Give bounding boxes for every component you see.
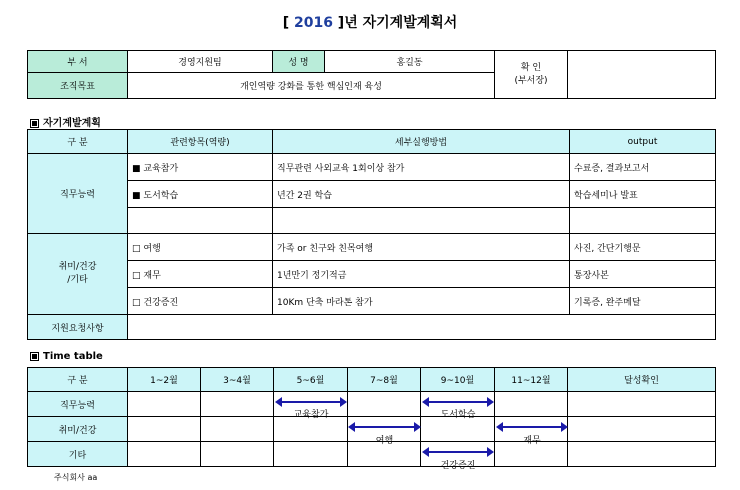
month-3-4: 3~4월 (201, 368, 274, 392)
plan-method-travel: 가족 or 친구와 친목여행 (273, 234, 570, 261)
plan-item-cell (128, 261, 273, 288)
month-7-8: 7~8월 (348, 368, 421, 392)
plan-table (27, 129, 716, 340)
plan-item-finance: 재무 (143, 270, 161, 281)
month-5-6: 5~6월 (274, 368, 348, 392)
checkbox-unchecked[interactable]: □ (132, 297, 141, 308)
request-label: 지원요청사항 (28, 315, 128, 340)
plan-method-empty (273, 208, 570, 234)
timetable-row-job: 직무능력 (28, 392, 128, 417)
name-value: 홍길동 (325, 51, 495, 73)
plan-method-edu: 직무관련 사외교육 1회이상 참가 (273, 154, 570, 181)
dept-label: 부 서 (28, 51, 128, 73)
month-11-12: 11~12월 (495, 368, 568, 392)
plan-header-item: 관련항목(역량) (128, 130, 273, 154)
dept-value: 경영지원팀 (128, 51, 273, 73)
name-label: 성 명 (273, 51, 325, 73)
plan-output-book: 학습세미나 발표 (570, 181, 716, 208)
title-close: ] (332, 15, 345, 31)
plan-output-finance: 통장사본 (570, 261, 716, 288)
timetable-label-health: 건강증진 (440, 461, 476, 471)
timetable-label-finance: 재무 (523, 436, 541, 446)
group-job-skill: 직무능력 (28, 154, 128, 234)
footer-company: 주식회사 aa (54, 473, 98, 482)
arrow-travel (348, 422, 421, 432)
plan-item-cell (128, 288, 273, 315)
plan-output-travel: 사진, 간단기행문 (570, 234, 716, 261)
plan-item-health: 건강증진 (143, 297, 179, 308)
plan-header-category: 구 분 (28, 130, 128, 154)
plan-method-book: 년간 2권 학습 (273, 181, 570, 208)
arrow-book (422, 397, 494, 407)
section-bullet-icon (30, 352, 39, 361)
plan-section-title (30, 114, 101, 129)
confirm-sign-area (568, 51, 716, 99)
timetable-row-etc: 기타 (28, 442, 128, 467)
goal-label: 조직목표 (28, 73, 128, 99)
month-9-10: 9~10월 (421, 368, 495, 392)
title-open: [ (282, 15, 294, 31)
page-title (0, 12, 740, 32)
plan-output-edu: 수료증, 결과보고서 (570, 154, 716, 181)
plan-header-method: 세부실행방법 (273, 130, 570, 154)
plan-header-output: output (570, 130, 716, 154)
month-1-2: 1~2월 (128, 368, 201, 392)
plan-method-finance: 1년만기 정기적금 (273, 261, 570, 288)
timetable-header-confirm: 달성확인 (568, 368, 716, 392)
plan-section-text: 자기계발계획 (43, 118, 101, 129)
timetable-row-hobby: 취미/건강 (28, 417, 128, 442)
checkbox-unchecked[interactable]: □ (132, 243, 141, 254)
info-table (27, 50, 716, 99)
timetable-section-text: Time table (43, 351, 103, 362)
timetable-label-travel: 여행 (375, 436, 394, 446)
goal-value: 개인역량 강화를 통한 핵심인재 육성 (128, 73, 495, 99)
timetable-label-book: 도서학습 (440, 410, 476, 420)
request-value (128, 315, 716, 340)
plan-item-empty (128, 208, 273, 234)
plan-item-edu: 교육참가 (143, 163, 179, 174)
arrow-finance (496, 422, 568, 432)
arrow-health (422, 447, 494, 457)
checkbox-checked[interactable]: ■ (132, 190, 141, 201)
plan-output-empty (570, 208, 716, 234)
plan-item-travel: 여행 (143, 243, 161, 254)
timetable-header-category: 구 분 (28, 368, 128, 392)
group-hobby-name2: /기타 (67, 275, 88, 285)
plan-item-cell (128, 234, 273, 261)
group-hobby-name: 취미/건강 (58, 262, 97, 272)
plan-method-health: 10Km 단축 마라톤 참가 (273, 288, 570, 315)
group-hobby-health (28, 234, 128, 315)
checkbox-unchecked[interactable]: □ (132, 270, 141, 281)
timetable-table (27, 367, 716, 467)
title-year: 2016 (293, 15, 333, 31)
title-text: 년 자기계발계획서 (344, 15, 458, 31)
plan-item-cell (128, 154, 273, 181)
section-bullet-icon (30, 119, 39, 128)
plan-item-book: 도서학습 (143, 190, 179, 201)
arrow-edu (275, 397, 347, 407)
confirm-cell (495, 51, 568, 99)
timetable-label-edu: 교육참가 (293, 410, 329, 420)
timetable-section-title (30, 351, 103, 362)
plan-item-cell (128, 181, 273, 208)
checkbox-checked[interactable]: ■ (132, 163, 141, 174)
confirm-label: 확 인 (520, 62, 542, 73)
plan-output-health: 기록증, 완주메달 (570, 288, 716, 315)
confirm-sub: (부서장) (514, 75, 548, 86)
